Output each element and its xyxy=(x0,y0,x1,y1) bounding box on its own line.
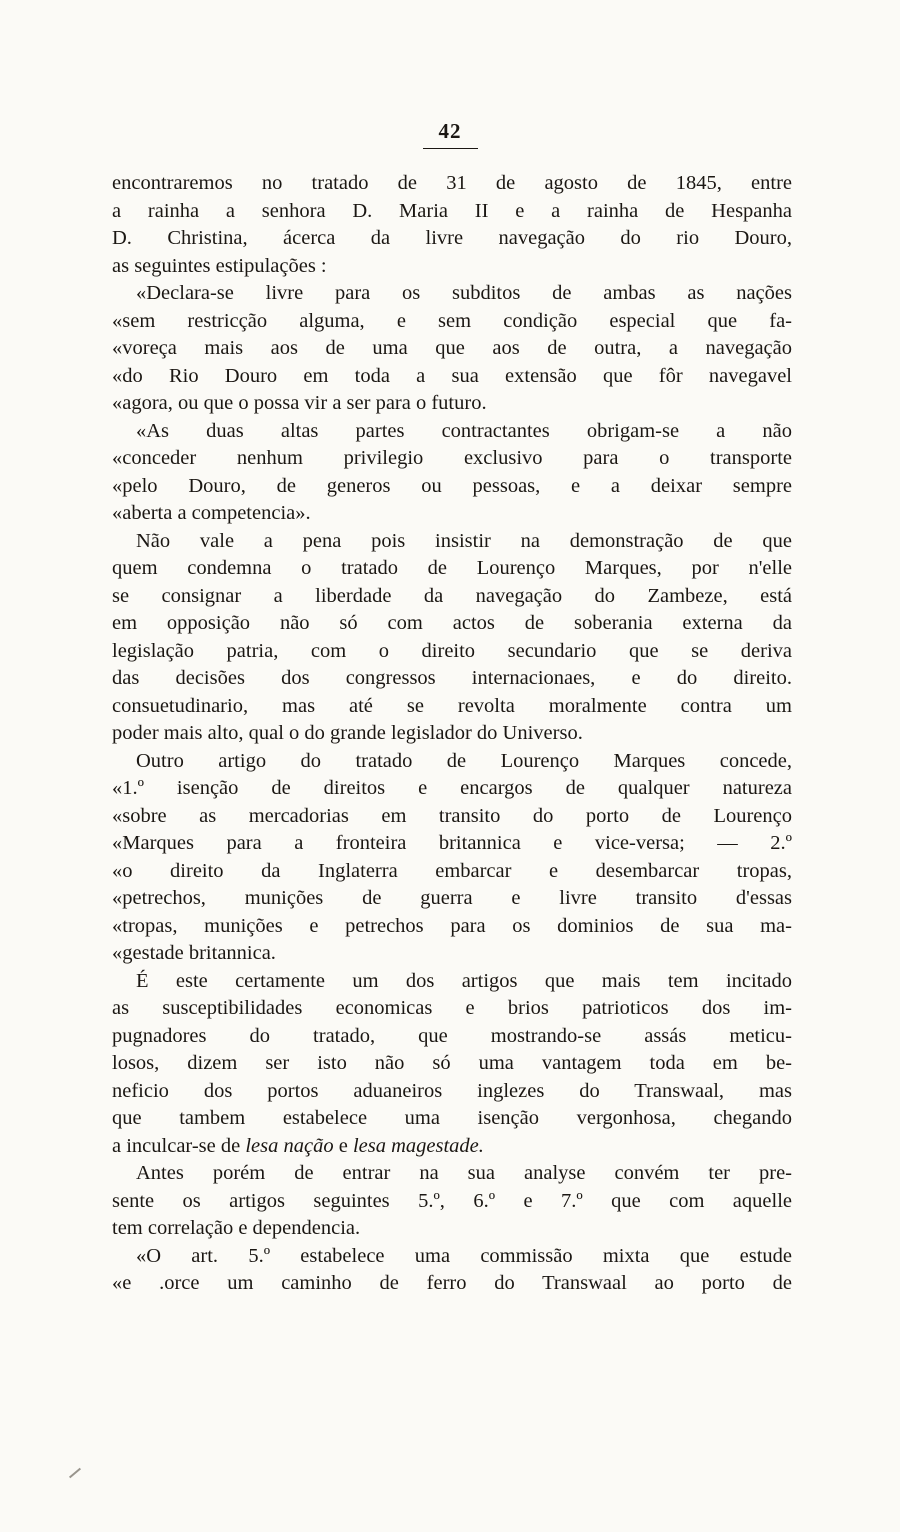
text-line: sente os artigos seguintes 5.º, 6.º e 7.º que com aquelle xyxy=(112,1189,792,1212)
scan-artifact-mark xyxy=(69,1468,81,1479)
text-line: das decisões dos congressos internacionaes, e do direito. xyxy=(112,667,792,689)
text-line: em opposição não só com actos de soberania externa da xyxy=(112,612,792,634)
text-line: «tropas, munições e petrechos para os dominios de sua ma- xyxy=(112,914,792,937)
paragraph xyxy=(112,1160,792,1243)
text-line: «O art. 5.º estabelece uma commissão mixta que estude xyxy=(136,1244,792,1267)
text-line xyxy=(112,1133,792,1161)
paragraph xyxy=(112,170,792,280)
paragraph xyxy=(112,968,792,1161)
page-header xyxy=(0,119,900,149)
text-line: as seguintes estipulações : xyxy=(112,254,327,277)
italic-text: lesa magestade. xyxy=(352,1134,484,1157)
text-line: a rainha a senhora D. Maria II e a rainha de Hespanha xyxy=(112,199,792,222)
text-line: «o direito da Inglaterra embarcar e desembarcar tropas, xyxy=(112,859,792,882)
text-line: «1.º isenção de direitos e encargos de qualquer natureza xyxy=(112,777,792,799)
text-line: «petrechos, munições de guerra e livre transito d'essas xyxy=(112,887,792,909)
text-line: as susceptibilidades economicas e brios patrioticos dos im- xyxy=(112,997,792,1019)
page-number: 42 xyxy=(423,119,478,149)
italic-text: lesa nação xyxy=(245,1134,334,1157)
text-line: «Marques para a fronteira britannica e vice-versa; — 2.º xyxy=(112,832,792,854)
text-line: «do Rio Douro em toda a sua extensão que fôr navegavel xyxy=(112,364,792,387)
paragraph xyxy=(112,418,792,528)
text-line: quem condemna o tratado de Lourenço Marques, por n'elle xyxy=(112,557,792,579)
text-line: legislação patria, com o direito secundario que se deriva xyxy=(112,639,792,662)
text-line: D. Christina, ácerca da livre navegação do rio Douro, xyxy=(112,227,792,249)
text-line: «gestade britannica. xyxy=(112,942,276,964)
text-line: «e .orce um caminho de ferro do Transwaal ao porto de xyxy=(112,1272,792,1294)
text-line: consuetudinario, mas até se revolta moralmente contra um xyxy=(112,694,792,717)
text-line: «sobre as mercadorias em transito do porto de Lourenço xyxy=(112,804,792,827)
text-line: Outro artigo do tratado de Lourenço Marques concede, xyxy=(136,749,792,772)
paragraph xyxy=(112,748,792,968)
text-line: neficio dos portos aduaneiros inglezes do Transwaal, mas xyxy=(112,1079,792,1102)
text-line: «voreça mais aos de uma que aos de outra, a navegação xyxy=(112,337,792,359)
paragraph xyxy=(112,280,792,418)
plain-text: e xyxy=(333,1134,353,1157)
text-line: «agora, ou que o possa vir a ser para o futuro. xyxy=(112,392,487,414)
text-line: «conceder nenhum privilegio exclusivo para o transporte xyxy=(112,447,792,469)
text-line: Antes porém de entrar na sua analyse convém ter pre- xyxy=(136,1162,792,1184)
text-line: «sem restricção alguma, e sem condição especial que fa- xyxy=(112,309,792,332)
paragraph xyxy=(112,1243,792,1298)
text-line: se consignar a liberdade da navegação do Zambeze, está xyxy=(112,584,792,607)
text-block xyxy=(112,170,792,1298)
text-line: É este certamente um dos artigos que mais tem incitado xyxy=(136,969,792,992)
text-line: «pelo Douro, de generos ou pessoas, e a deixar sempre xyxy=(112,474,792,497)
text-line: losos, dizem ser isto não só uma vantagem toda em be- xyxy=(112,1052,792,1074)
text-line: Não vale a pena pois insistir na demonstração de que xyxy=(136,529,792,552)
text-line: tem correlação e dependencia. xyxy=(112,1217,361,1239)
text-line: encontraremos no tratado de 31 de agosto de 1845, entre xyxy=(112,172,792,194)
text-line: «Declara-se livre para os subditos de ambas as nações xyxy=(136,282,792,304)
plain-text: a inculcar-se de xyxy=(112,1134,246,1157)
text-line: «As duas altas partes contractantes obrigam-se a não xyxy=(136,419,792,442)
text-line: que tambem estabelece uma isenção vergonhosa, chegando xyxy=(112,1107,792,1129)
paragraph xyxy=(112,528,792,748)
text-line: poder mais alto, qual o do grande legislador do Universo. xyxy=(112,722,583,744)
text-line: «aberta a competencia». xyxy=(112,502,311,524)
text-line: pugnadores do tratado, que mostrando-se assás meticu- xyxy=(112,1024,792,1047)
